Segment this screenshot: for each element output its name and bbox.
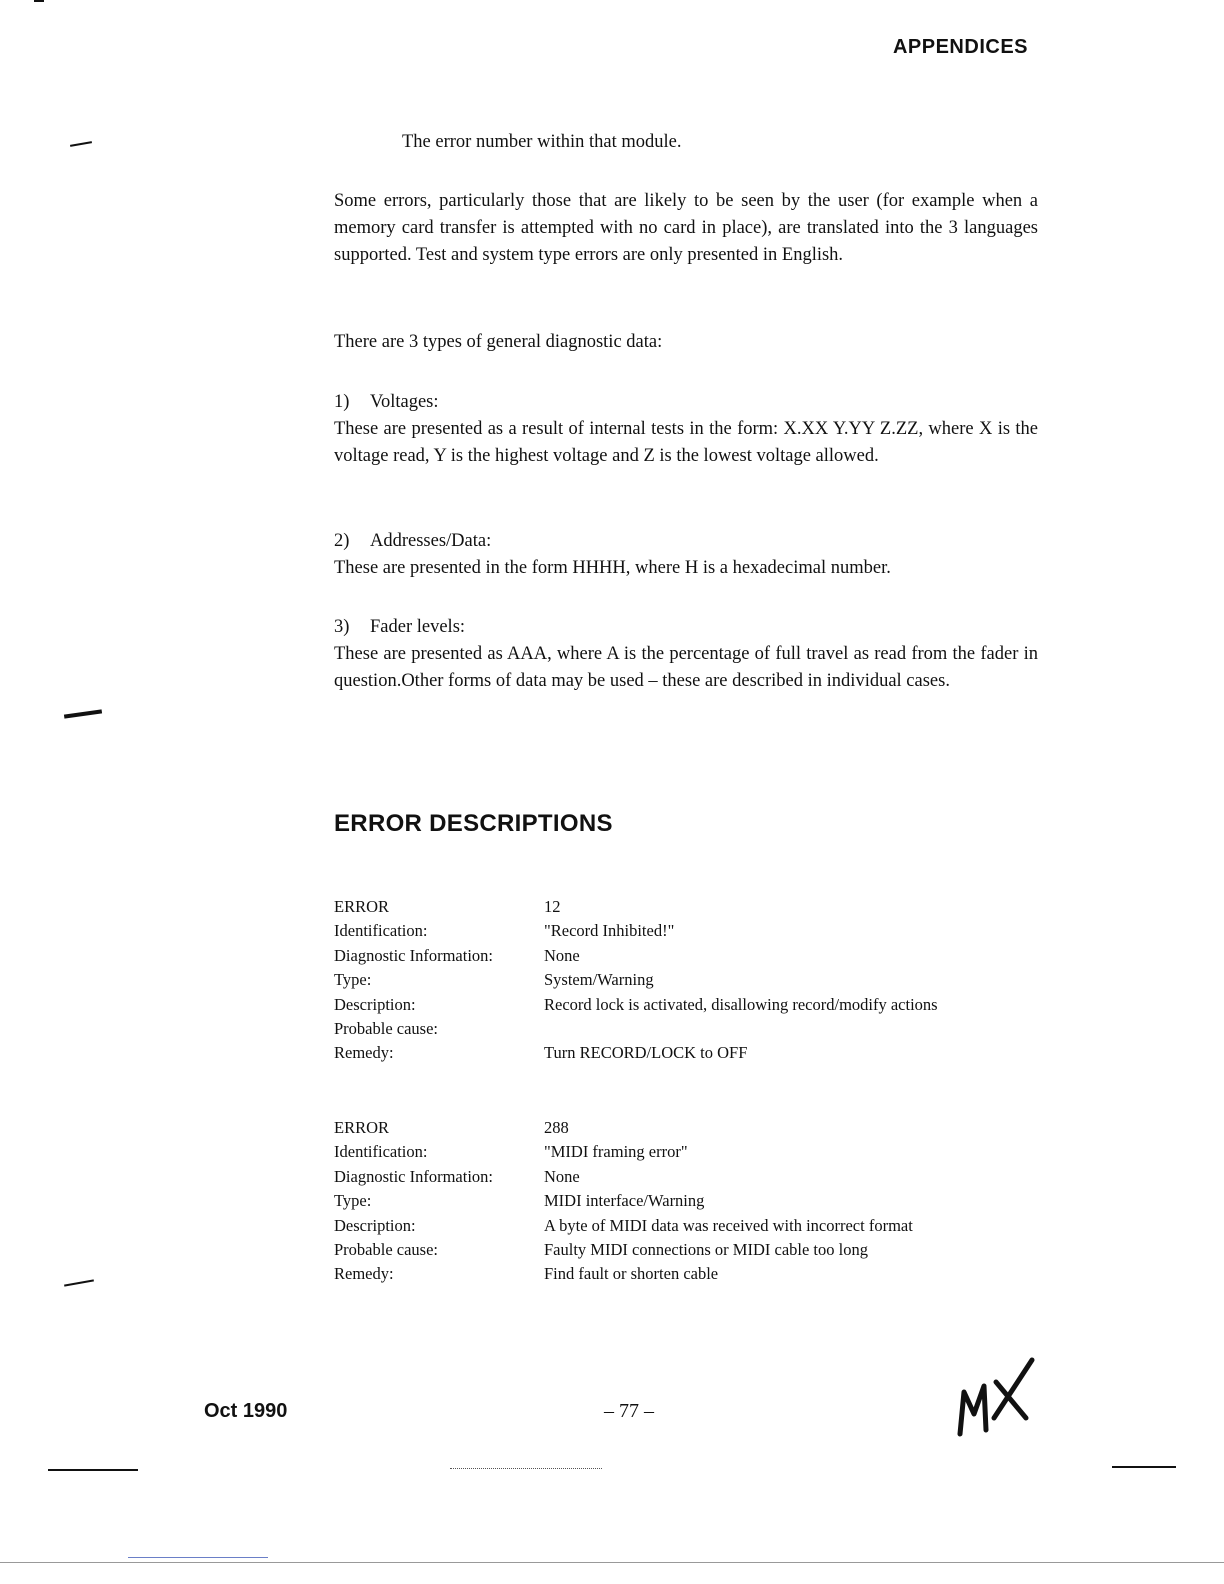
footer-page-number: – 77 – (604, 1400, 654, 1422)
error-table-12 (334, 897, 938, 1068)
error-value: A byte of MIDI data was received with incorrect format (544, 1215, 913, 1235)
scan-mark (70, 141, 92, 147)
error-label: Remedy: (334, 1043, 394, 1063)
error-value: Turn RECORD/LOCK to OFF (544, 1043, 748, 1063)
error-row (334, 1216, 913, 1240)
error-row (334, 1191, 913, 1215)
error-value: Find fault or shorten cable (544, 1264, 719, 1284)
error-value: 12 (544, 897, 561, 916)
error-label: Description: (334, 994, 416, 1014)
error-table-288 (334, 1118, 913, 1289)
error-value: None (544, 1166, 580, 1186)
error-value: "MIDI framing error" (544, 1142, 688, 1162)
error-label: ERROR (334, 1118, 390, 1137)
scan-line (48, 1469, 138, 1471)
diagnostic-type-voltages-text: These are presented as a result of internal tests in the form: X.XX Y.YY Z.ZZ, where X is the voltage read, Y is the highest voltage and Z is the lowest voltage allowed. (334, 419, 1038, 466)
error-label: Identification: (334, 921, 428, 941)
error-value: System/Warning (544, 970, 654, 990)
diagnostic-type-addresses-title (334, 531, 491, 552)
error-label: Type: (334, 1191, 372, 1211)
diagnostic-type-voltages-title (334, 392, 439, 413)
error-label: Type: (334, 970, 372, 990)
scan-mark (64, 709, 102, 718)
error-label: Probable cause: (334, 1239, 439, 1259)
error-row (334, 995, 938, 1019)
item-number: 2) (334, 531, 350, 551)
error-value (544, 1019, 938, 1043)
diagnostic-type-addresses-text: These are presented in the form HHHH, where H is a hexadecimal number. (334, 558, 891, 578)
error-row (334, 1264, 913, 1288)
error-row (334, 1019, 938, 1043)
scan-mark (64, 1279, 94, 1286)
error-row (334, 1240, 913, 1264)
error-label: Remedy: (334, 1264, 394, 1284)
error-row (334, 921, 938, 945)
scan-line (128, 1557, 268, 1558)
error-row (334, 970, 938, 994)
diagnostic-type-fader-text: These are presented as AAA, where A is the percentage of full travel as read from the fader in question.Other forms of data may be used – these are described in individual cases. (334, 644, 1038, 691)
error-label: Description: (334, 1215, 416, 1235)
error-row (334, 946, 938, 970)
error-value: None (544, 945, 580, 965)
error-value: Record lock is activated, disallowing record/modify actions (544, 994, 938, 1014)
paragraph-diagnostic-intro: There are 3 types of general diagnostic data: (334, 332, 663, 352)
item-number: 1) (334, 392, 350, 412)
error-row (334, 1043, 938, 1067)
error-row (334, 1142, 913, 1166)
error-value: MIDI interface/Warning (544, 1191, 705, 1211)
item-title: Addresses/Data: (370, 531, 492, 551)
error-row (334, 1118, 913, 1142)
scan-mark (34, 0, 44, 2)
error-value: Faulty MIDI connections or MIDI cable too long (544, 1239, 868, 1259)
error-value: "Record Inhibited!" (544, 921, 675, 941)
intro-line: The error number within that module. (402, 132, 682, 152)
scan-line (1112, 1466, 1176, 1468)
paragraph-translation: Some errors, particularly those that are likely to be seen by the user (for example when a memory card transfer is attempted with no card in place), are translated into the 3 languages supported. Test and system type errors are only presented in English. (334, 191, 1038, 265)
error-row (334, 897, 938, 921)
item-number: 3) (334, 617, 350, 637)
section-heading: ERROR DESCRIPTIONS (334, 810, 613, 837)
mx-logo (950, 1352, 1040, 1442)
scan-line (0, 1562, 1224, 1563)
error-label: Diagnostic Information: (334, 945, 494, 965)
error-label: ERROR (334, 897, 390, 916)
item-title: Voltages: (370, 392, 439, 412)
error-row (334, 1167, 913, 1191)
diagnostic-type-fader-title (334, 617, 465, 638)
error-label: Identification: (334, 1142, 428, 1162)
error-label: Probable cause: (334, 1018, 439, 1038)
footer-date: Oct 1990 (204, 1400, 288, 1422)
scan-line (450, 1468, 602, 1469)
page-header-title: APPENDICES (892, 36, 1028, 58)
error-label: Diagnostic Information: (334, 1166, 494, 1186)
error-value: 288 (544, 1118, 569, 1137)
item-title: Fader levels: (370, 617, 466, 637)
